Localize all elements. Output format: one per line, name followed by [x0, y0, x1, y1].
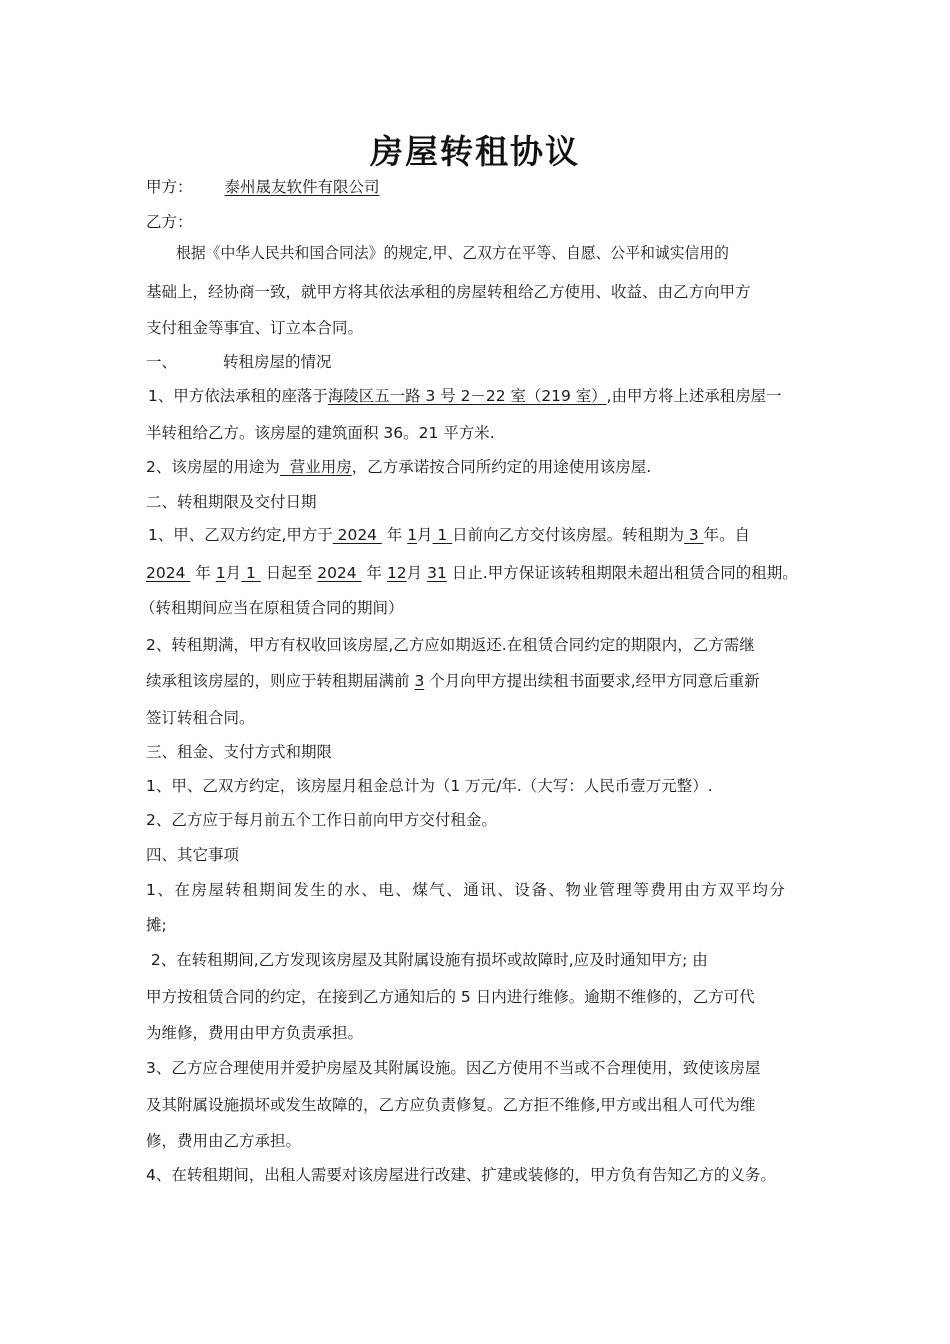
delivery-year: 2024 — [332, 526, 382, 544]
party-a-value: 泰州晟友软件有限公司 — [224, 178, 380, 196]
s4-item-1-line-2: 摊; — [146, 916, 167, 934]
property-address: 海陵区五一路 3 号 2－22 室（219 室） — [327, 387, 607, 405]
intro-line-2: 基础上，经协商一致，就甲方将其依法承租的房屋转租给乙方使用、收益、由乙方向甲方 — [146, 283, 751, 301]
s2-item-2-line-1: 2、转租期满，甲方有权收回该房屋,乙方应如期返还.在租赁合同约定的期限内，乙方需继 — [146, 636, 755, 654]
start-year: 2024 — [146, 564, 191, 582]
s2-text: 年 — [381, 526, 408, 544]
s2-note: （转租期间应当在原租赁合同的期间） — [140, 599, 404, 617]
s2-text: 年 — [190, 564, 216, 582]
s2-text: 日前向乙方交付该房屋。转租期为 — [452, 526, 684, 544]
s2-text: 年。自 — [703, 526, 751, 544]
section-3-heading: 三、租金、支付方式和期限 — [146, 743, 333, 761]
s2-item-2-line-2 — [146, 671, 826, 691]
section-1-number: 一、 — [146, 353, 178, 371]
s1-text: 1、甲方依法承租的座落于 — [148, 387, 328, 405]
party-b-line — [146, 212, 826, 232]
end-month: 12 — [386, 564, 407, 582]
delivery-month: 1 — [407, 526, 418, 544]
s4-item-1-line-1: 1、在房屋转租期间发生的水、电、煤气、通讯、设备、物业管理等费用由方双平均分 — [146, 881, 787, 899]
s4-item-3-line-1: 3、乙方应合理使用并爱护房屋及其附属设施。因乙方使用不当或不合理使用，致使该房屋 — [146, 1059, 761, 1077]
start-month: 1 — [215, 564, 226, 582]
s2-text: 月 — [417, 526, 433, 544]
s2-text: 个月向甲方提出续租书面要求,经甲方同意后重新 — [424, 672, 760, 690]
delivery-day: 1 — [432, 526, 453, 544]
s3-item-1: 1、甲、乙双方约定，该房屋月租金总计为（1 万元/年.（大写：人民币壹万元整）. — [146, 777, 713, 795]
start-day: 1 — [241, 564, 261, 582]
s4-item-3-line-3: 修，费用由乙方承担。 — [146, 1132, 302, 1150]
party-b-label: 乙方： — [146, 213, 193, 231]
s2-text: 日止.甲方保证该转租期限未超出租赁合同的租期。 — [446, 564, 798, 582]
s3-item-2: 2、乙方应于每月前五个工作日前向甲方交付租金。 — [146, 811, 497, 829]
end-year: 2024 — [317, 564, 362, 582]
s2-item-2-line-3: 签订转租合同。 — [146, 709, 255, 727]
s1-text: ,由甲方将上述承租房屋一 — [606, 387, 782, 405]
section-1-title: 转租房屋的情况 — [223, 353, 332, 371]
party-a-line — [146, 177, 826, 197]
intro-line-3: 支付租金等事宜、订立本合同。 — [146, 319, 364, 337]
s1-item-1-line-2: 半转租给乙方。该房屋的建筑面积 36。21 平方米. — [146, 424, 495, 442]
document-title: 房屋转租协议 — [370, 132, 580, 171]
s2-text: 1、甲、乙双方约定,甲方于 — [148, 526, 333, 544]
s4-item-2-line-3: 为维修，费用由甲方负责承担。 — [146, 1024, 364, 1042]
intro-line-1: 根据《中华人民共和国合同法》的规定,甲、乙双方在平等、自愿、公平和诚实信用的 — [176, 244, 729, 262]
property-use: 营业用房 — [279, 458, 352, 476]
section-1-heading — [146, 352, 826, 372]
end-day: 31 — [427, 564, 447, 582]
s1-text: 2、该房屋的用途为 — [146, 458, 280, 476]
s1-item-2 — [146, 457, 826, 477]
s2-text: 月 — [225, 564, 242, 582]
s4-item-3-line-2: 及其附属设施损坏或发生故障的，乙方应负责修复。乙方拒不维修,甲方或出租人可代为维 — [146, 1096, 756, 1114]
s2-text: 续承租该房屋的，则应于转租期届满前 — [146, 672, 415, 690]
section-4-heading: 四、其它事项 — [146, 846, 240, 864]
renewal-notice-months: 3 — [414, 672, 425, 690]
s2-item-1-line-2 — [146, 563, 826, 583]
s1-item-1-line-1 — [148, 386, 826, 406]
s2-text: 年 — [361, 564, 387, 582]
s2-item-1-line-1 — [148, 525, 826, 545]
section-2-heading: 二、转租期限及交付日期 — [146, 493, 317, 511]
s1-text: ，乙方承诺按合同所约定的用途使用该房屋. — [351, 458, 652, 476]
s2-text: 日起至 — [260, 564, 318, 582]
s4-item-4: 4、在转租期间，出租人需要对该房屋进行改建、扩建或装修的，甲方负有告知乙方的义务。 — [146, 1166, 776, 1184]
party-a-label: 甲方： — [146, 178, 193, 196]
s4-item-2-line-2: 甲方按租赁合同的约定，在接到乙方通知后的 5 日内进行维修。逾期不维修的，乙方可代 — [146, 988, 755, 1006]
sublease-term: 3 — [683, 526, 704, 544]
s4-item-2-line-1: 2、在转租期间,乙方发现该房屋及其附属设施有损坏或故障时,应及时通知甲方; 由 — [146, 951, 708, 969]
s2-text: 月 — [406, 564, 428, 582]
